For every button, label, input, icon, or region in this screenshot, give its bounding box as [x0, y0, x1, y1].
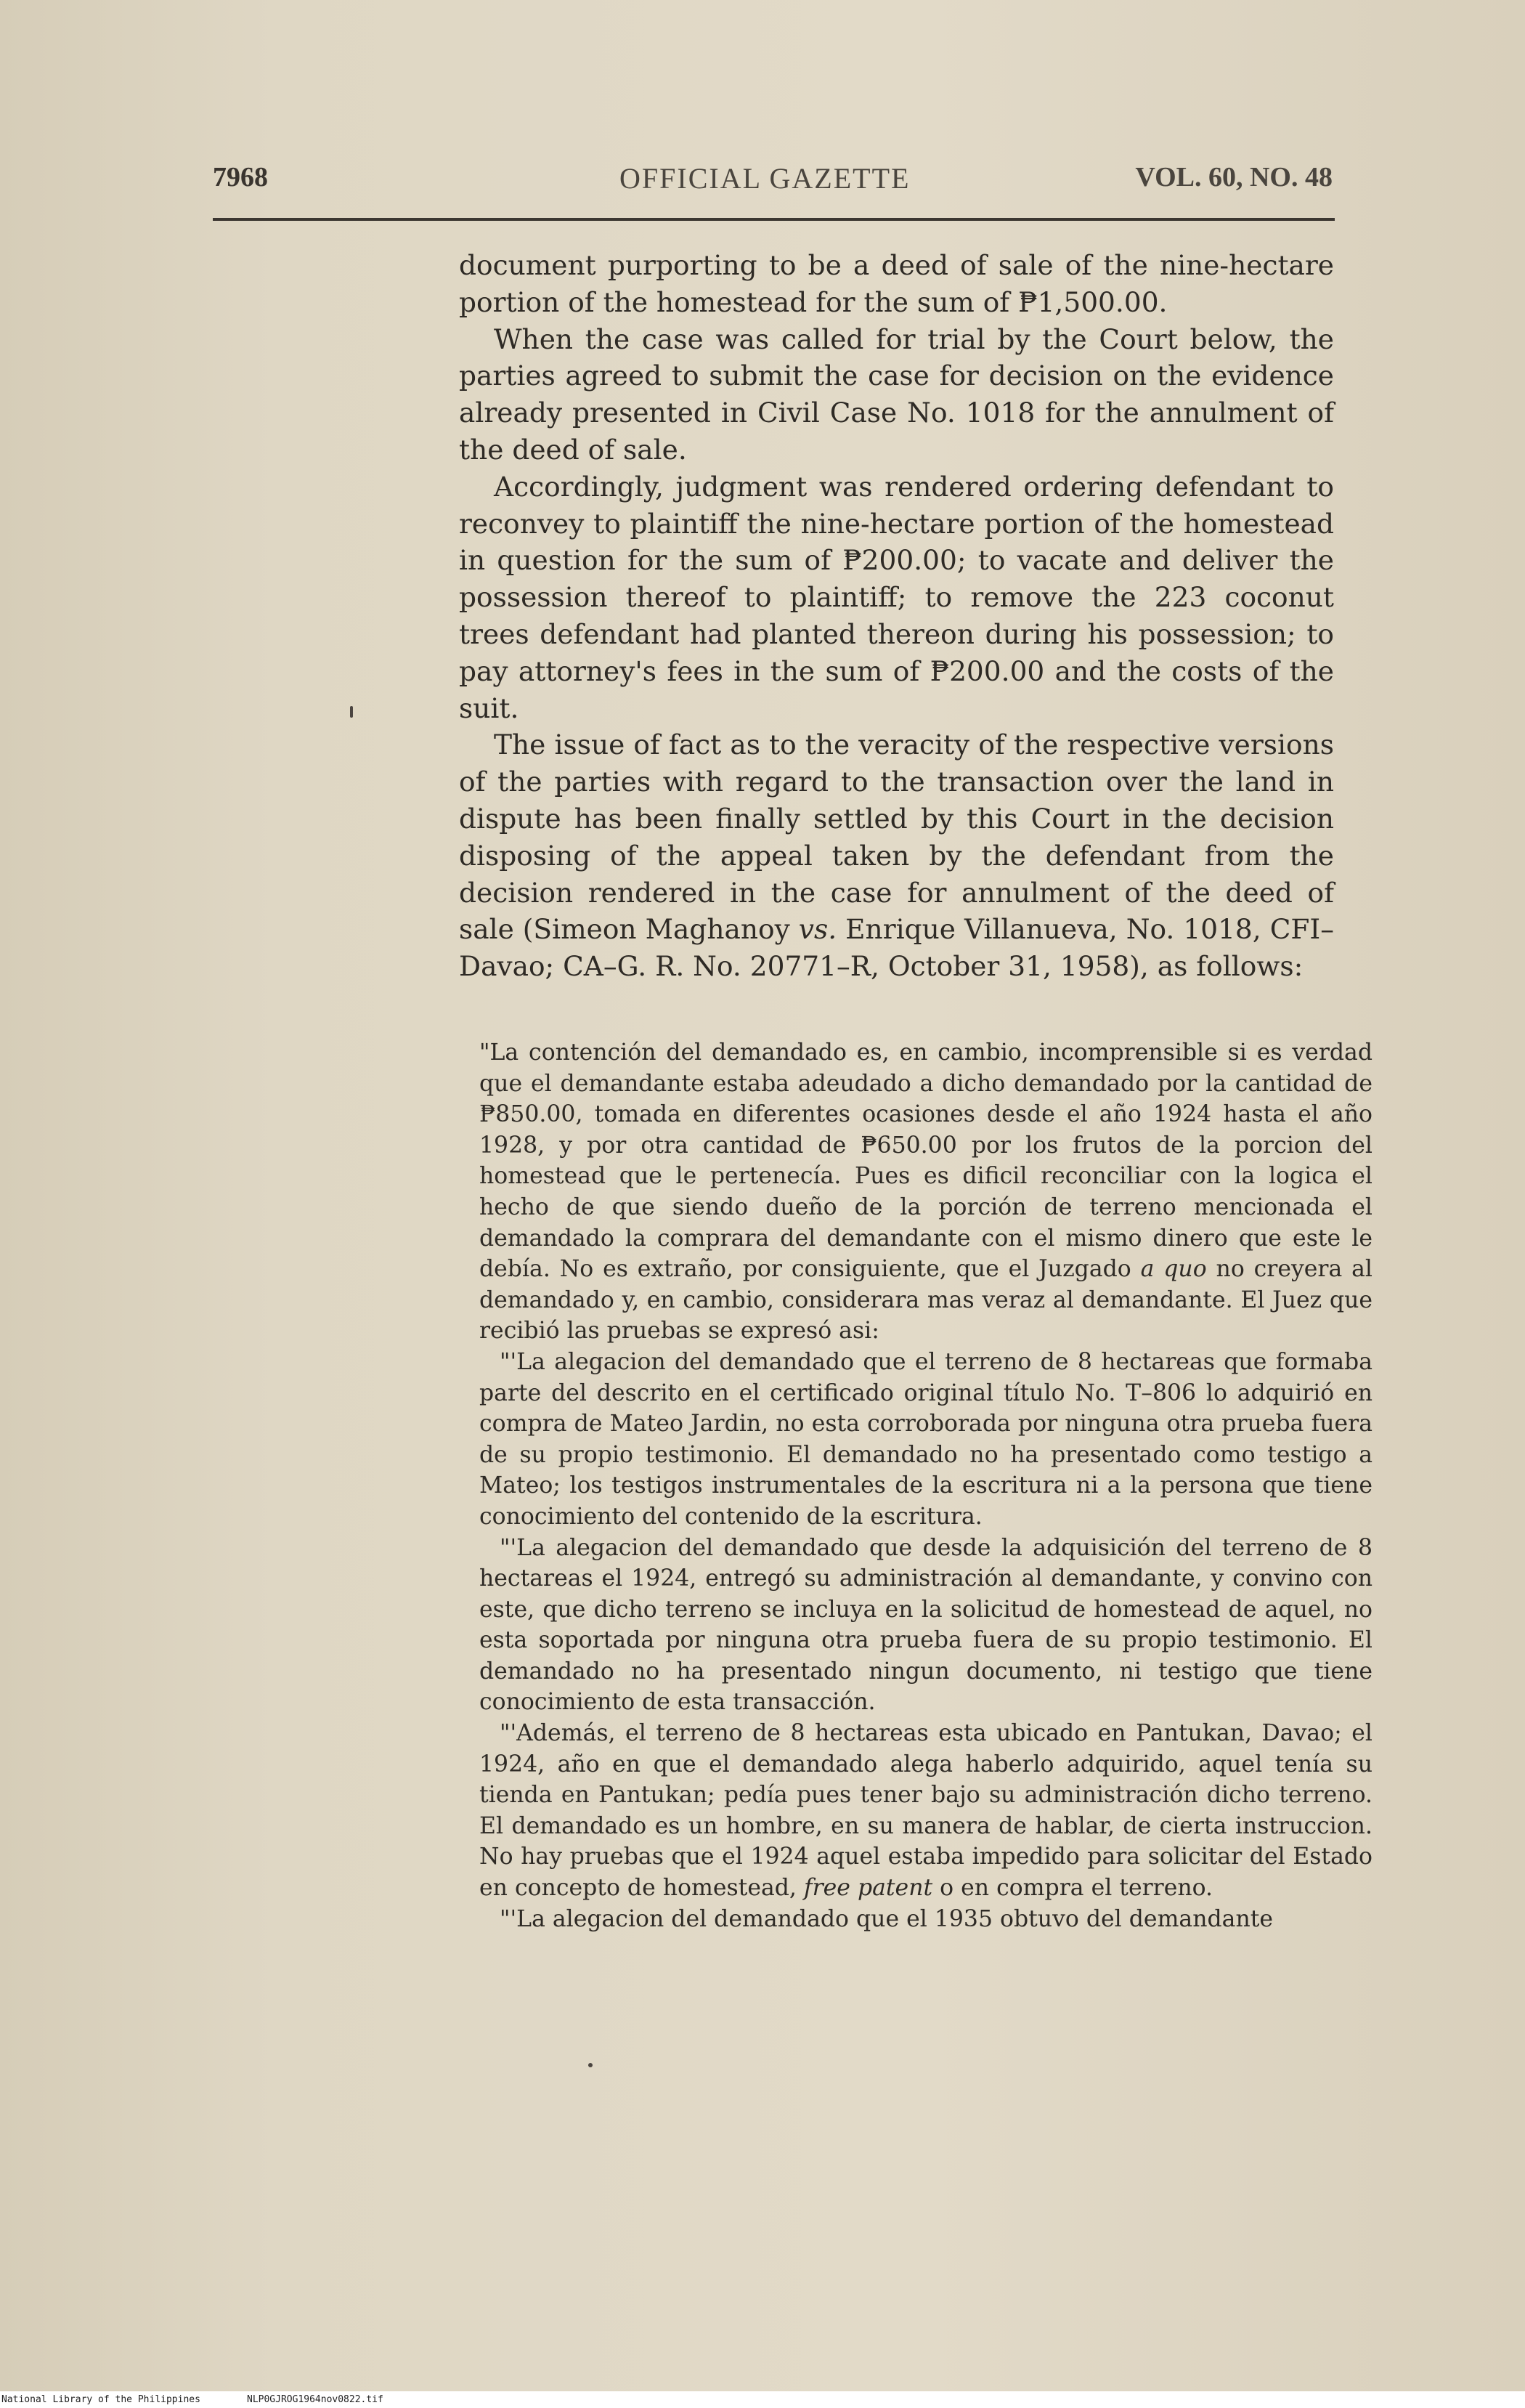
quote-4-text-b: o en compra el terreno. — [932, 1875, 1213, 1902]
main-text — [459, 247, 1334, 985]
footer-library: National Library of the Philippines — [1, 2394, 200, 2405]
paragraph-4-text-b: Enrique Villanueva, No. 1018, CFI–Davao; CA–G. R. No. 20771–R, October 31, 1958), as follows: — [459, 913, 1334, 983]
paragraph-4-vs: vs. — [798, 913, 837, 946]
page-header — [213, 161, 1333, 198]
paragraph-4 — [459, 726, 1334, 985]
paragraph-1: document purporting to be a deed of sale of the nine-hectare portion of the homestead for the sum of ₱1,500.00. — [459, 249, 1334, 318]
quote-paragraph-4 — [479, 1718, 1372, 1904]
paragraph-4-text-a: The issue of fact as to the veracity of the respective versions of the parties with regard to the transaction over the land in dispute has been finally settled by this Court in the decision disposing of the appeal taken by the defendant from the decision rendered in the case for annulment of the deed of sale (Simeon Maghanoy — [459, 729, 1334, 946]
ink-speck — [588, 2063, 593, 2067]
quote-1-text-b: no creyera al demandado y, en cambio, considerara mas veraz al demandante. El Juez que recibió las pruebas se expresó asi: — [479, 1256, 1372, 1345]
footer-filename: NLP0GJROG1964nov0822.tif — [247, 2394, 383, 2405]
page-number: 7968 — [213, 162, 268, 192]
quote-1-italic: a quo — [1140, 1256, 1207, 1283]
quote-4-italic: free patent — [803, 1875, 933, 1902]
paragraph-3: Accordingly, judgment was rendered ordering defendant to reconvey to plaintiff the nine-hectare portion of the homestead in question for the sum of ₱200.00; to vacate and deliver the possession thereof to plaintiff; to remove the 223 coconut trees defendant had planted thereon during his possession; to pay attorney's fees in the sum of ₱200.00 and the costs of the suit. — [459, 470, 1334, 724]
paragraph-2: When the case was called for trial by the Court below, the parties agreed to submit the case for decision on the evidence already presented in Civil Case No. 1018 for the annulment of the deed of sale. — [459, 323, 1334, 466]
quote-paragraph-5: "'La alegacion del demandado que el 1935 obtuvo del demandante — [500, 1905, 1274, 1932]
scan-footer — [0, 2391, 1525, 2408]
header-rule — [213, 218, 1335, 221]
volume-number: VOL. 60, NO. 48 — [1135, 162, 1333, 192]
margin-mark — [350, 706, 353, 718]
quote-paragraph-2: "'La alegacion del demandado que el terreno de 8 hectareas que formaba parte del descrito en el certificado original título No. T–806 lo adquirió en compra de Mateo Jardin, no esta corroborada por ninguna otra prueba fuera de su propio testimonio. El demandado no ha presentado como testigo a Mateo; los testigos instrumentales de la escritura ni a la persona que tiene conocimiento del contenido de la escritura. — [479, 1348, 1372, 1530]
quote-paragraph-1 — [479, 1037, 1372, 1347]
quote-4-text-a: "'Además, el terreno de 8 hectareas esta ubicado en Pantukan, Davao; el 1924, año en que el demandado alega haberlo adquirido, aquel tenía su tienda en Pantukan; pedía pues tener bajo su administración dicho terreno. El demandado es un hombre, en su manera de hablar, de cierta instruccion. No hay pruebas que el 1924 aquel estaba impedido para solicitar del Estado en concepto de homestead, — [479, 1720, 1372, 1902]
publication-title: OFFICIAL GAZETTE — [619, 162, 911, 195]
quote-paragraph-3: "'La alegacion del demandado que desde la adquisición del terreno de 8 hectareas el 1924, entregó su administración al demandante, y convino con este, que dicho terreno se incluya en la solicitud de homestead de aquel, no esta soportada por ninguna otra prueba fuera de su propio testimonio. El demandado no ha presentado ningun documento, ni testigo que tiene conocimiento de esta transacción. — [479, 1534, 1372, 1716]
quoted-decision — [479, 1037, 1372, 1934]
quote-1-text-a: "La contención del demandado es, en cambio, incomprensible si es verdad que el demandante estaba adeudado a dicho demandado por la cantidad de ₱850.00, tomada en diferentes ocasiones desde el año 1924 hasta el año 1928, y por otra cantidad de ₱650.00 por los frutos de la porcion del homestead que le pertenecía. Pues es dificil reconciliar con la logica el hecho de que siendo dueño de la porción de terreno mencionada el demandado la comprara del demandante con el mismo dinero que este le debía. No es extraño, por consiguiente, que el Juzgado — [479, 1039, 1372, 1283]
